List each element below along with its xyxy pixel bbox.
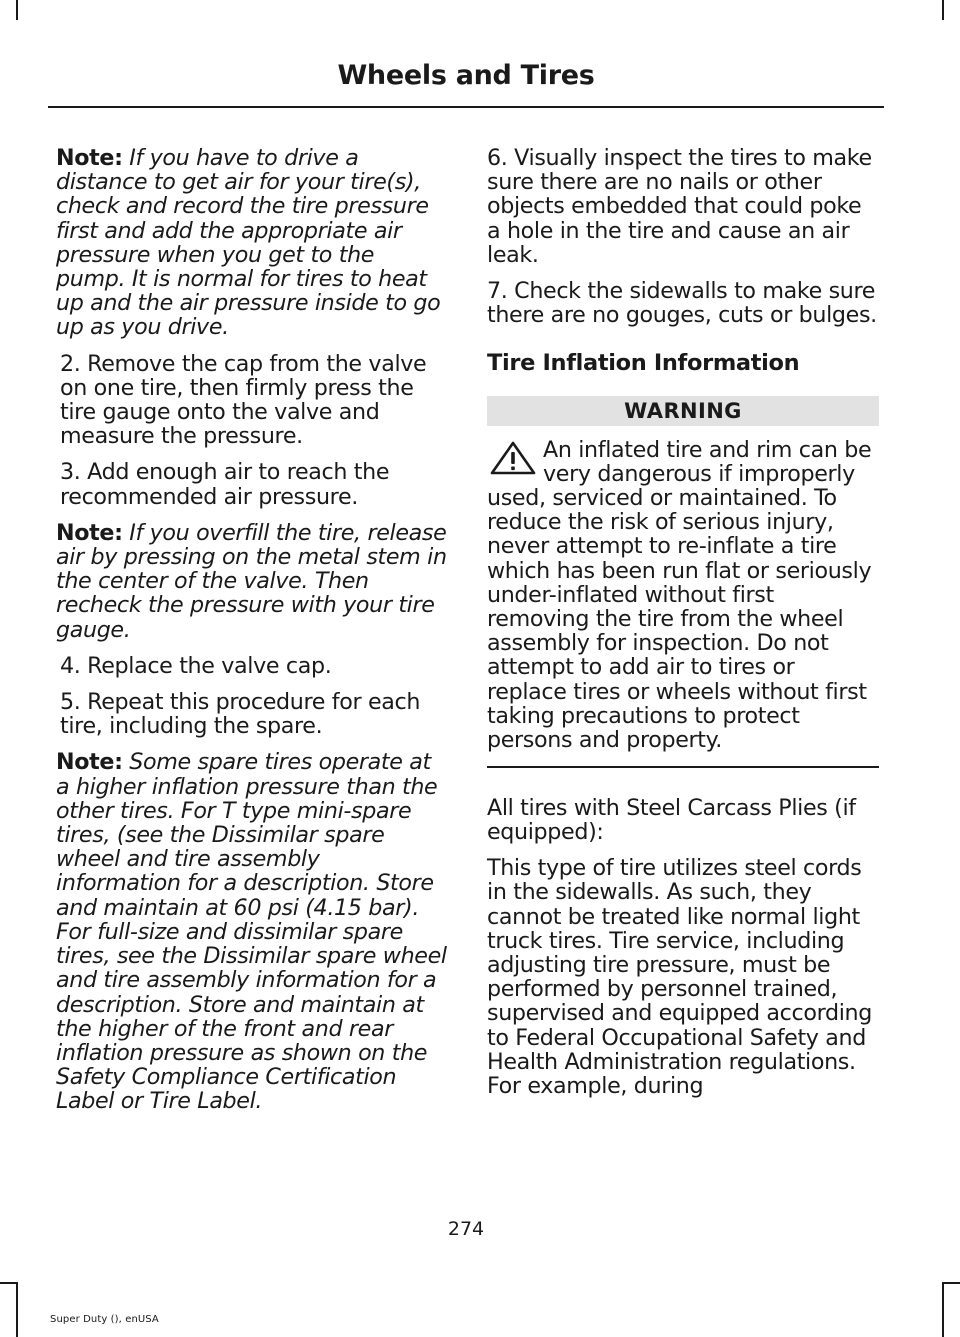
note-paragraph xyxy=(56,750,448,1113)
note-label: Note: xyxy=(56,519,123,546)
step-4: 4. Replace the valve cap. xyxy=(60,652,332,679)
warning-triangle-icon xyxy=(487,440,539,476)
section-heading: Tire Inflation Information xyxy=(487,350,800,377)
crop-mark-bottom-left-vertical xyxy=(16,1282,18,1337)
step-5: 5. Repeat this procedure for each tire, including the spare. xyxy=(60,689,421,740)
page-title: Wheels and Tires xyxy=(337,60,595,91)
step-3: 3. Add enough air to reach the recommended air pressure. xyxy=(60,459,390,510)
steel-cords-paragraph: This type of tire utilizes steel cords in the sidewalls. As such, they cannot be treated like normal light truck tires. Tire service, including adjusting tire pressure, must be performed by personnel trained, supervised and equipped according to Federal Occupational Safety and Health Administration regulations. For example, during xyxy=(487,855,872,1099)
note-label: Note: xyxy=(56,749,123,776)
crop-mark-top-right-vertical xyxy=(942,0,944,20)
note-text: If you have to drive a distance to get air for your tire(s), check and record the tire pressure first and add the appropriate air pressure when you get to the pump. It is normal for tires to heat up and the air pressure inside to go up as you drive. xyxy=(56,145,441,341)
warning-text: An inflated tire and rim can be very dangerous if improperly used, serviced or maintained. To reduce the risk of serious injury, never attempt to re-inflate a tire which has been run flat or seriously under-inflated without first removing the tire from the wheel assembly for inspection. Do not attempt to add air to tires or replace tires or wheels without first taking precautions to protect persons and property. xyxy=(487,436,872,754)
warning-box xyxy=(487,438,879,753)
note-paragraph xyxy=(56,146,448,340)
page-number: 274 xyxy=(447,1218,485,1240)
note-text: Some spare tires operate at a higher inflation pressure than the other tires. For T type mini-spare tires, (see the Dissimilar spare wheel and tire assembly information for a description. Store and maintain at 60 psi (4.15 bar). For full-size and dissimilar spare tires, see the Dissimilar spare wheel and tire assembly information for a description. Store and maintain at the higher of the front and rear inflation pressure as shown on the Safety Compliance Certification Label or Tire Label. xyxy=(56,749,447,1115)
right-column xyxy=(487,146,879,1110)
crop-mark-bottom-right-vertical xyxy=(942,1282,944,1337)
note-text: If you overfill the tire, release air by pressing on the metal stem in the center of the valve. Then recheck the pressure with your tire gauge. xyxy=(56,519,447,643)
warning-end-rule xyxy=(487,766,879,768)
step-7: 7. Check the sidewalls to make sure there are no gouges, cuts or bulges. xyxy=(487,278,877,329)
step-6: 6. Visually inspect the tires to make sure there are no nails or other objects embedded that could poke a hole in the tire and cause an air leak. xyxy=(487,145,872,268)
header-rule xyxy=(48,106,884,108)
publication-footer: Super Duty (), enUSA xyxy=(50,1314,159,1325)
left-column xyxy=(56,146,448,1126)
crop-mark-top-left-vertical xyxy=(16,0,18,20)
crop-mark-bottom-right-horizontal xyxy=(943,1282,960,1284)
step-2: 2. Remove the cap from the valve on one tire, then firmly press the tire gauge onto the valve and measure the pressure. xyxy=(60,350,427,450)
crop-mark-bottom-left-horizontal xyxy=(0,1282,16,1284)
warning-banner: WARNING xyxy=(487,396,879,426)
note-label: Note: xyxy=(56,145,123,171)
steel-plies-paragraph: All tires with Steel Carcass Plies (if equipped): xyxy=(487,794,856,845)
note-paragraph xyxy=(56,521,448,642)
